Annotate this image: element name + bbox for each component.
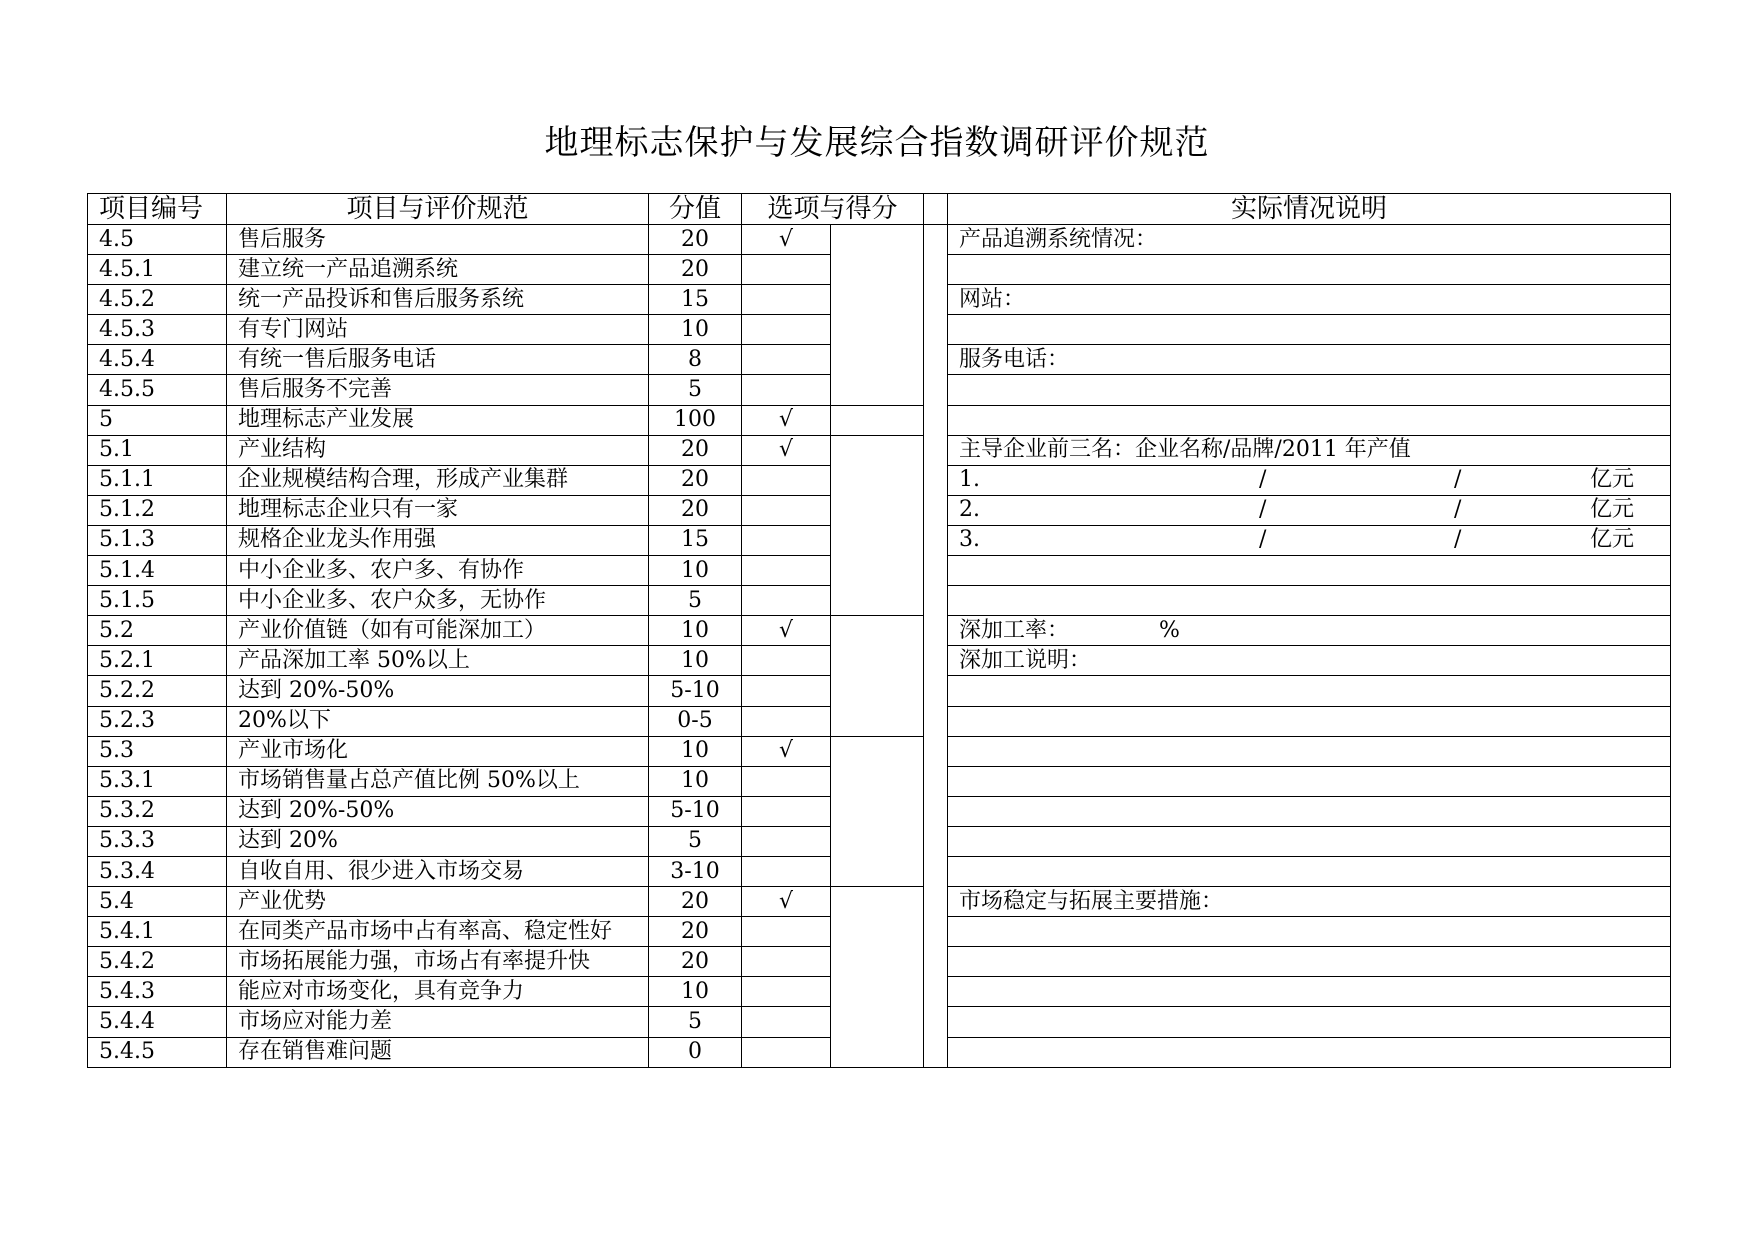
percent-sign: % <box>1159 617 1180 643</box>
row-item: 有专门网站 <box>227 315 649 345</box>
row-description <box>948 917 1671 947</box>
row-item: 建立统一产品追溯系统 <box>227 255 649 285</box>
row-code: 5.2.1 <box>88 646 227 676</box>
row-score: 20 <box>649 947 742 977</box>
row-score: 5 <box>649 375 742 405</box>
row-code: 5 <box>88 405 227 435</box>
row-option-check: √ <box>742 225 831 255</box>
row-description <box>948 856 1671 886</box>
row-option-check <box>742 917 831 947</box>
row-code: 4.5.1 <box>88 255 227 285</box>
row-description <box>948 465 1671 495</box>
row-code: 5.3.1 <box>88 766 227 796</box>
row-item: 市场拓展能力强，市场占有率提升快 <box>227 947 649 977</box>
row-description <box>948 676 1671 706</box>
row-option-check: √ <box>742 405 831 435</box>
row-score: 10 <box>649 766 742 796</box>
row-score: 20 <box>649 225 742 255</box>
row-description <box>948 405 1671 435</box>
row-item: 企业规模结构合理，形成产业集群 <box>227 465 649 495</box>
row-description <box>948 315 1671 345</box>
row-option-check <box>742 766 831 796</box>
header-item: 项目与评价规范 <box>227 194 649 225</box>
row-item: 产业市场化 <box>227 736 649 766</box>
row-option-check <box>742 345 831 375</box>
row-score-cell <box>831 225 924 406</box>
unit-label: 亿元 <box>1589 527 1634 553</box>
row-item: 中小企业多、农户众多，无协作 <box>227 586 649 616</box>
row-option-check <box>742 285 831 315</box>
row-score: 10 <box>649 646 742 676</box>
row-item: 产品深加工率 50%以上 <box>227 646 649 676</box>
enterprise-line <box>959 466 1670 494</box>
row-code: 5.1 <box>88 435 227 465</box>
row-code: 5.4.3 <box>88 977 227 1007</box>
row-code: 5.4.5 <box>88 1037 227 1067</box>
row-code: 5.4 <box>88 887 227 917</box>
row-score-cell <box>831 405 924 435</box>
row-code: 5.1.2 <box>88 495 227 525</box>
row-code: 5.1.1 <box>88 465 227 495</box>
row-code: 5.4.1 <box>88 917 227 947</box>
row-score: 15 <box>649 285 742 315</box>
row-description <box>948 556 1671 586</box>
row-score: 10 <box>649 315 742 345</box>
row-item: 20%以下 <box>227 706 649 736</box>
row-item: 达到 20% <box>227 826 649 856</box>
row-description <box>948 977 1671 1007</box>
row-item: 有统一售后服务电话 <box>227 345 649 375</box>
row-score: 10 <box>649 736 742 766</box>
enterprise-number: 3. <box>959 527 980 553</box>
enterprise-number: 2. <box>959 497 980 523</box>
table-row <box>88 887 1671 917</box>
row-code: 4.5.5 <box>88 375 227 405</box>
row-option-check <box>742 646 831 676</box>
row-description: 主导企业前三名：企业名称/品牌/2011 年产值 <box>948 435 1671 465</box>
row-option-check <box>742 465 831 495</box>
row-option-check <box>742 556 831 586</box>
separator: / <box>1454 497 1462 523</box>
separator: / <box>1259 497 1267 523</box>
row-score: 5 <box>649 586 742 616</box>
row-option-check <box>742 856 831 886</box>
row-description <box>948 796 1671 826</box>
row-description <box>948 1037 1671 1067</box>
row-score-cell <box>831 435 924 616</box>
row-description <box>948 616 1671 646</box>
row-item: 在同类产品市场中占有率高、稳定性好 <box>227 917 649 947</box>
row-option-check <box>742 826 831 856</box>
row-code: 4.5 <box>88 225 227 255</box>
row-description: 深加工说明： <box>948 646 1671 676</box>
row-item: 达到 20%-50% <box>227 676 649 706</box>
row-code: 5.3.3 <box>88 826 227 856</box>
row-score: 5-10 <box>649 796 742 826</box>
row-item: 产业结构 <box>227 435 649 465</box>
header-row <box>88 194 1671 225</box>
row-score: 8 <box>649 345 742 375</box>
row-score: 20 <box>649 465 742 495</box>
column-gap <box>924 194 948 225</box>
row-code: 4.5.4 <box>88 345 227 375</box>
row-description: 网站： <box>948 285 1671 315</box>
row-description <box>948 586 1671 616</box>
separator: / <box>1454 467 1462 493</box>
row-item: 能应对市场变化，具有竞争力 <box>227 977 649 1007</box>
row-option-check <box>742 525 831 555</box>
header-option: 选项与得分 <box>742 194 924 225</box>
row-option-check <box>742 1037 831 1067</box>
row-item: 地理标志产业发展 <box>227 405 649 435</box>
row-item: 地理标志企业只有一家 <box>227 495 649 525</box>
row-score: 10 <box>649 616 742 646</box>
row-item: 售后服务 <box>227 225 649 255</box>
row-option-check <box>742 315 831 345</box>
deep-processing-rate-label: 深加工率： <box>959 617 1070 643</box>
row-description <box>948 766 1671 796</box>
row-option-check <box>742 255 831 285</box>
header-code: 项目编号 <box>88 194 227 225</box>
row-option-check: √ <box>742 736 831 766</box>
row-code: 5.4.2 <box>88 947 227 977</box>
enterprise-line <box>959 526 1670 554</box>
row-item: 产业价值链（如有可能深加工） <box>227 616 649 646</box>
row-score: 0 <box>649 1037 742 1067</box>
column-gap <box>924 225 948 1068</box>
row-item: 市场销售量占总产值比例 50%以上 <box>227 766 649 796</box>
row-description: 市场稳定与拓展主要措施： <box>948 887 1671 917</box>
separator: / <box>1454 527 1462 553</box>
deep-processing-rate-line <box>959 617 1670 645</box>
row-description <box>948 255 1671 285</box>
row-score-cell <box>831 616 924 736</box>
row-item: 统一产品投诉和售后服务系统 <box>227 285 649 315</box>
row-option-check <box>742 977 831 1007</box>
page-title: 地理标志保护与发展综合指数调研评价规范 <box>544 123 1210 163</box>
row-score: 15 <box>649 525 742 555</box>
row-description <box>948 736 1671 766</box>
row-score: 3-10 <box>649 856 742 886</box>
row-code: 5.3.4 <box>88 856 227 886</box>
row-code: 5.3 <box>88 736 227 766</box>
row-score: 20 <box>649 435 742 465</box>
separator: / <box>1259 467 1267 493</box>
row-description <box>948 706 1671 736</box>
header-desc: 实际情况说明 <box>948 194 1671 225</box>
row-score-cell <box>831 736 924 886</box>
row-option-check <box>742 495 831 525</box>
row-description <box>948 375 1671 405</box>
row-option-check <box>742 796 831 826</box>
row-description <box>948 826 1671 856</box>
row-item: 中小企业多、农户多、有协作 <box>227 556 649 586</box>
row-code: 5.1.3 <box>88 525 227 555</box>
row-score: 0-5 <box>649 706 742 736</box>
enterprise-line <box>959 496 1670 524</box>
row-option-check: √ <box>742 887 831 917</box>
row-score: 5 <box>649 1007 742 1037</box>
row-description <box>948 525 1671 555</box>
unit-label: 亿元 <box>1589 497 1634 523</box>
row-code: 5.3.2 <box>88 796 227 826</box>
row-score: 20 <box>649 917 742 947</box>
row-description: 服务电话： <box>948 345 1671 375</box>
row-item: 达到 20%-50% <box>227 796 649 826</box>
row-score: 20 <box>649 495 742 525</box>
row-option-check: √ <box>742 616 831 646</box>
row-score: 20 <box>649 887 742 917</box>
unit-label: 亿元 <box>1589 467 1634 493</box>
row-score: 5 <box>649 826 742 856</box>
row-code: 5.4.4 <box>88 1007 227 1037</box>
row-code: 5.2.2 <box>88 676 227 706</box>
table-row <box>88 736 1671 766</box>
row-option-check <box>742 375 831 405</box>
row-score-cell <box>831 887 924 1068</box>
row-code: 5.2.3 <box>88 706 227 736</box>
row-score: 10 <box>649 556 742 586</box>
evaluation-table <box>87 193 1671 1068</box>
row-score: 5-10 <box>649 676 742 706</box>
row-code: 4.5.3 <box>88 315 227 345</box>
table-row <box>88 435 1671 465</box>
row-description <box>948 1007 1671 1037</box>
row-score: 10 <box>649 977 742 1007</box>
row-score: 20 <box>649 255 742 285</box>
enterprise-number: 1. <box>959 467 980 493</box>
row-option-check <box>742 676 831 706</box>
row-item: 存在销售难问题 <box>227 1037 649 1067</box>
row-option-check <box>742 586 831 616</box>
table-row <box>88 405 1671 435</box>
row-option-check <box>742 947 831 977</box>
row-option-check: √ <box>742 435 831 465</box>
header-score: 分值 <box>649 194 742 225</box>
row-option-check <box>742 706 831 736</box>
row-item: 自收自用、很少进入市场交易 <box>227 856 649 886</box>
row-description <box>948 947 1671 977</box>
row-item: 市场应对能力差 <box>227 1007 649 1037</box>
row-description <box>948 495 1671 525</box>
row-code: 5.2 <box>88 616 227 646</box>
row-item: 产业优势 <box>227 887 649 917</box>
row-code: 5.1.5 <box>88 586 227 616</box>
table-row <box>88 225 1671 255</box>
row-code: 4.5.2 <box>88 285 227 315</box>
row-score: 100 <box>649 405 742 435</box>
row-item: 售后服务不完善 <box>227 375 649 405</box>
separator: / <box>1259 527 1267 553</box>
table-row <box>88 616 1671 646</box>
row-option-check <box>742 1007 831 1037</box>
row-item: 规格企业龙头作用强 <box>227 525 649 555</box>
row-code: 5.1.4 <box>88 556 227 586</box>
row-description: 产品追溯系统情况： <box>948 225 1671 255</box>
